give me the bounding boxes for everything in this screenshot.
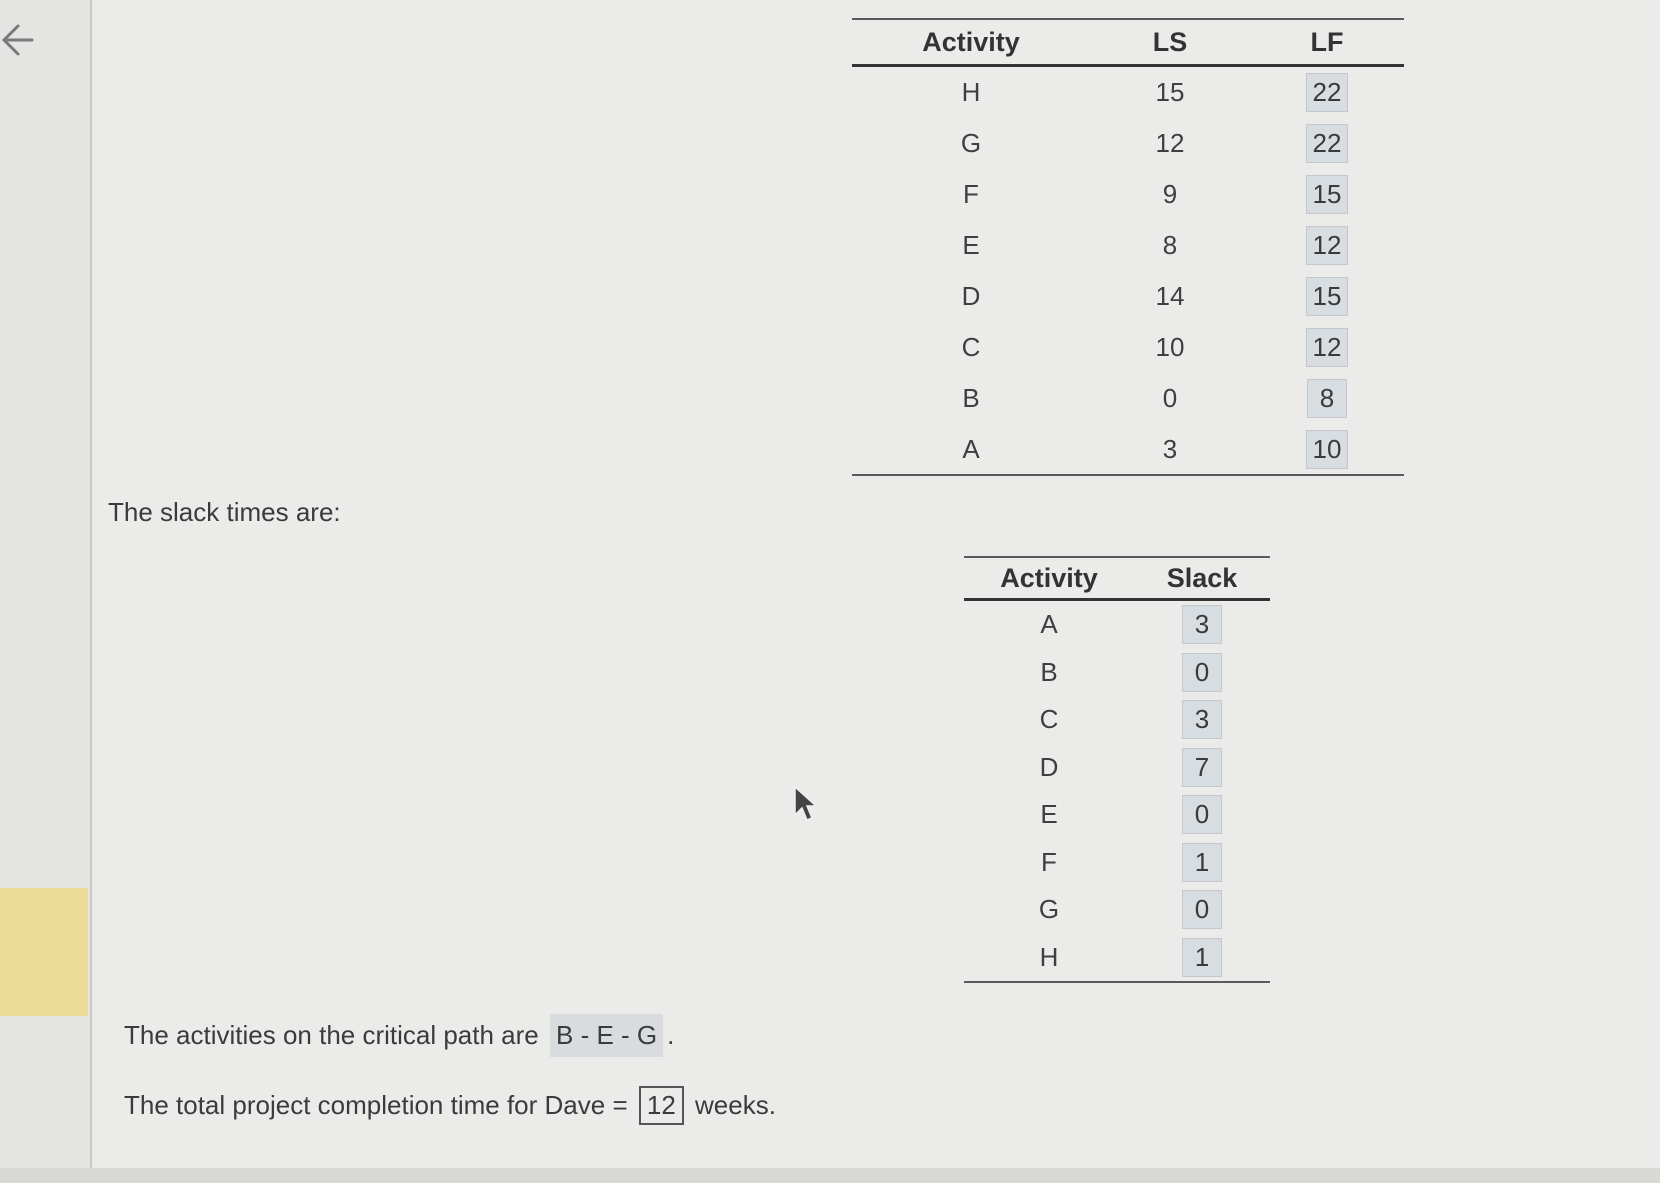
slack-answer-box[interactable]: 0 <box>1182 795 1222 834</box>
slack-cell <box>1134 600 1270 649</box>
lf-cell <box>1250 169 1404 220</box>
completion-suffix: weeks. <box>695 1090 776 1120</box>
lf-answer-box[interactable]: 8 <box>1307 379 1347 418</box>
critical-path-suffix: . <box>667 1020 675 1050</box>
late-times-table <box>852 18 1404 476</box>
slack-cell <box>1134 649 1270 697</box>
critical-path-answer[interactable]: B - E - G <box>550 1014 663 1057</box>
activity-cell: B <box>962 383 980 413</box>
critical-path-sentence <box>124 1014 674 1057</box>
table-header-row <box>852 19 1404 66</box>
slack-answer-box[interactable]: 0 <box>1182 890 1222 929</box>
slack-answer-box[interactable]: 1 <box>1182 938 1222 977</box>
table-row <box>852 271 1404 322</box>
critical-path-prefix: The activities on the critical path are <box>124 1020 539 1050</box>
lf-answer-box[interactable]: 15 <box>1306 277 1349 316</box>
activity-cell: C <box>1039 704 1059 735</box>
ls-cell: 14 <box>1155 281 1185 311</box>
activity-cell: H <box>964 934 1134 983</box>
activity-cell: B <box>1040 656 1058 687</box>
activity-cell: A <box>852 424 1090 475</box>
slack-cell <box>1134 744 1270 792</box>
activity-cell: D <box>961 281 981 311</box>
ls-cell: 8 <box>1162 230 1178 260</box>
table-row <box>852 169 1404 220</box>
activity-cell: E <box>1040 799 1058 830</box>
activity-cell: E <box>962 230 980 260</box>
table-row <box>852 118 1404 169</box>
back-arrow-icon[interactable] <box>0 20 40 60</box>
column-header-lf: LF <box>1250 19 1404 66</box>
table-row <box>852 66 1404 119</box>
slack-intro-text: The slack times are: <box>108 497 341 527</box>
slack-cell <box>1134 696 1270 744</box>
table-header-row <box>964 557 1270 600</box>
table-row <box>852 424 1404 475</box>
activity-cell: F <box>963 179 979 209</box>
lf-cell <box>1250 118 1404 169</box>
activity-cell: D <box>1039 751 1059 782</box>
highlight-bar <box>0 888 88 1016</box>
slack-cell <box>1134 839 1270 887</box>
table-row <box>964 934 1270 983</box>
lf-cell <box>1250 373 1404 424</box>
lf-answer-box[interactable]: 12 <box>1306 226 1349 265</box>
activity-cell: H <box>961 77 981 107</box>
lf-cell <box>1250 424 1404 475</box>
slack-answer-box[interactable]: 3 <box>1182 700 1222 739</box>
table-row <box>964 791 1270 839</box>
completion-answer[interactable]: 12 <box>639 1086 684 1125</box>
lf-answer-box[interactable]: 10 <box>1306 430 1349 469</box>
completion-time-sentence <box>124 1086 776 1125</box>
ls-cell: 9 <box>1162 179 1178 209</box>
table-row <box>852 373 1404 424</box>
slack-answer-box[interactable]: 3 <box>1182 605 1222 644</box>
ls-cell: 0 <box>1162 383 1178 413</box>
activity-cell: A <box>1040 609 1058 640</box>
column-header-slack: Slack <box>1134 557 1270 600</box>
lf-cell <box>1250 220 1404 271</box>
ls-cell: 15 <box>1155 77 1185 107</box>
slack-answer-box[interactable]: 7 <box>1182 748 1222 787</box>
slack-answer-box[interactable]: 1 <box>1182 843 1222 882</box>
ls-cell: 12 <box>1155 128 1185 158</box>
table-row <box>852 322 1404 373</box>
slack-answer-box[interactable]: 0 <box>1182 653 1222 692</box>
table-row <box>964 744 1270 792</box>
column-header-activity: Activity <box>852 19 1090 66</box>
slack-table <box>964 556 1270 983</box>
activity-cell: C <box>961 332 981 362</box>
table-row <box>964 696 1270 744</box>
activity-cell: F <box>1041 846 1057 877</box>
column-header-activity: Activity <box>964 557 1134 600</box>
activity-cell: G <box>1038 894 1060 925</box>
column-header-ls: LS <box>1090 19 1250 66</box>
lf-cell <box>1250 271 1404 322</box>
lf-answer-box[interactable]: 15 <box>1306 175 1349 214</box>
lf-cell <box>1250 66 1404 119</box>
lf-cell <box>1250 322 1404 373</box>
slack-cell <box>1134 791 1270 839</box>
slack-cell <box>1134 886 1270 934</box>
completion-prefix: The total project completion time for Dave = <box>124 1090 628 1120</box>
slack-cell <box>1134 934 1270 983</box>
ls-cell: 3 <box>1090 424 1250 475</box>
table-row <box>852 220 1404 271</box>
table-row <box>964 649 1270 697</box>
lf-answer-box[interactable]: 22 <box>1306 124 1349 163</box>
mouse-pointer-icon <box>793 785 819 825</box>
table-row <box>964 839 1270 887</box>
ls-cell: 10 <box>1155 332 1185 362</box>
activity-cell: G <box>960 128 982 158</box>
table-row <box>964 600 1270 649</box>
bottom-edge <box>0 1168 1660 1183</box>
table-row <box>964 886 1270 934</box>
lf-answer-box[interactable]: 22 <box>1306 73 1349 112</box>
lf-answer-box[interactable]: 12 <box>1306 328 1349 367</box>
